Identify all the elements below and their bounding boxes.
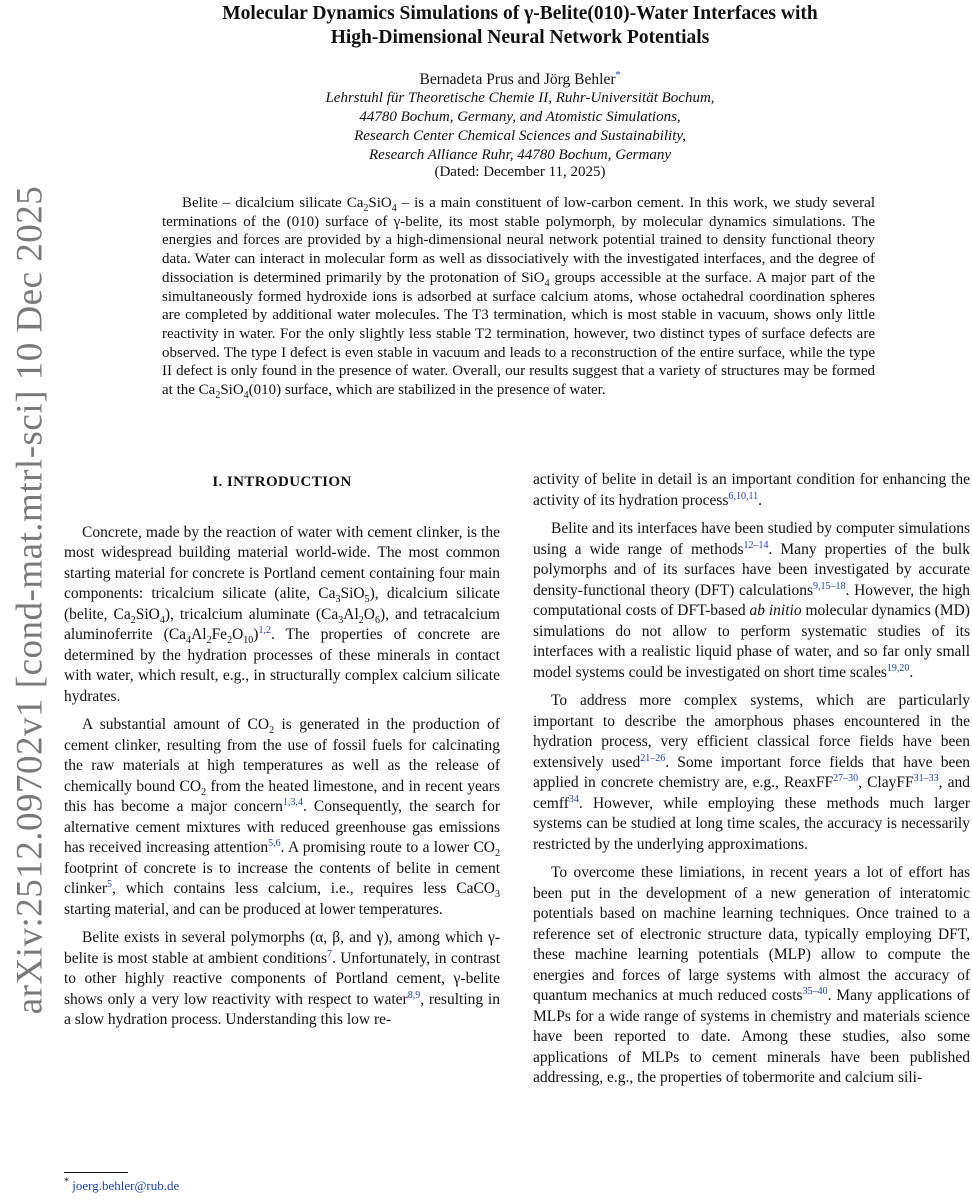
paragraph: A substantial amount of $CO_2$ is generated in the production of cement clinker, resulting from the use of fossil fuels for calcinating the raw materials at high temperatures as well as the release of chemically bound $CO_2$ from the heated limestone, and in recent years this has become a major concern$^{1,3,4}$. Consequently, the search for alternative cement mixtures with reduced greenhouse gas emissions has received increasing attention$^{5,6}$. A promising route to a lower $CO_2$ footprint of concrete is to increase the contents of belite in cement clinker$^5$, which contains less calcium, i.e., requires less CaCO$_3$ starting material, and can be produced at lower temperatures. [64,716,500,918]
citation-link[interactable]: 35–40 [802,985,828,997]
citation-link[interactable]: 1,2 [258,624,271,636]
arxiv-identifier: arXiv:2512.09702v1 [cond-mat.mtrl-sci] 10 Dec 2025 [9,185,51,1015]
email-link[interactable]: joerg.behler@rub.de [72,1178,180,1193]
affiliation [100,89,940,165]
paragraph: Concrete, made by the reaction of water with cement clinker, is the most widespread building material world-wide. The most common starting material for concrete is Portland cement containing four main components: tricalcium silicate (alite, $Ca_3SiO_5$), dicalcium silicate (belite, $Ca_2SiO_4$), tricalcium aluminate $(Ca_3Al_2O_6)$, and tetracalcium aluminoferrite $(Ca_4Al_2Fe_2O_{10})^{1,2}$. The properties of concrete are determined by the hydration processes of these minerals in contact with water, which result, e.g., in structurally complex calcium silicate hydrates. [64,523,500,705]
citation-link[interactable]: 12–14 [743,539,769,551]
citation-link[interactable]: 9,15–18 [813,580,846,592]
affiliation-line: 44780 Bochum, Germany, and Atomistic Simulations, [359,109,681,125]
authors-text: Bernadeta Prus and Jörg Behler [419,71,616,88]
citation-link[interactable]: 21–26 [640,752,666,764]
citation-link[interactable]: 6,10,11 [728,490,759,502]
footnote [64,1178,179,1194]
author-list [100,70,940,89]
citation-link[interactable]: 7 [327,948,333,960]
citation-link[interactable]: 27–30 [833,772,859,784]
date-line: (Dated: December 11, 2025) [434,164,606,180]
affiliation-line: Research Alliance Ruhr, 44780 Bochum, Germany [368,147,672,163]
right-column [533,470,970,1089]
arxiv-sidebar-stamp [2,0,58,1200]
paper-title [100,2,940,50]
paragraph: To overcome these limiations, in recent years a lot of effort has been put in the development of a new generation of interatomic potentials based on machine learning techniques. Once trained to a reference set of electronic structure data, typically employing DFT, these machine learning potentials (MLP) allow to compute the energies and forces of large systems with almost the accuracy of quantum mechanics at much reduced costs$^{35-40}$. Many applications of MLPs for a wide range of systems in chemistry and materials science have been reported to date. Among these studies, also some applications of MLPs to cement minerals have been published addressing, e.g., the properties of tobermorite and calcium sili- [533,864,970,1086]
title-line-1: Molecular Dynamics Simulations of γ-Belite(010)-Water Interfaces with [222,3,818,24]
citation-link[interactable]: 1,3,4 [282,796,303,808]
paragraph: To address more complex systems, which are particularly important to describe the amorphous phases encountered in the hydration process, very efficient classical force fields have been extensively used$^{21-26}$. Some important force fields that have been applied in concrete chemistry are, e.g., ReaxFF$^{27-30}$, ClayFF$^{31-33}$, and cemff$^{34}$. However, while employing these methods much larger systems can be studied at long time scales, the accuracy is necessarily restricted by the underlying approximations. [533,692,970,853]
citation-link[interactable]: 34 [568,793,579,805]
citation-link[interactable]: 8,9 [407,989,421,1001]
section-heading-introduction: I. INTRODUCTION [212,474,352,490]
corresponding-author-mark[interactable]: * [615,69,621,81]
citation-link[interactable]: 31–33 [913,772,939,784]
title-line-2: High-Dimensional Neural Network Potentials [330,27,710,48]
paragraph-continued: activity of belite in detail is an important condition for enhancing the activity of its hydration process$^{6,10,11}$. [533,471,970,509]
citation-link[interactable]: 5 [107,878,113,890]
footnote-mark: * [64,1176,69,1188]
citation-link[interactable]: 5,6 [268,837,281,849]
paragraph: Belite and its interfaces have been studied by computer simulations using a wide range of methods$^{12-14}$. Many properties of the bulk polymorphs and of its surfaces have been investigated by accurate density-functional theory (DFT) calculations$^{9,15-18}$. However, the high computational costs of DFT-based ab initio molecular dynamics (MD) simulations do not allow to perform systematic studies of its interfaces with a realistic liquid phase of water, and so far only small model systems could be investigated on short time scales$^{19,20}$. [533,520,970,681]
affiliation-line: Research Center Chemical Sciences and Sustainability, [354,128,686,144]
abstract: Belite – dicalcium silicate $Ca_2SiO_4$ – is a main constituent of low-carbon cement. In this work, we study several terminations of the (010) surface of γ-belite, its most stable polymorph, by molecular dynamics simulations. The energies and forces are provided by a high-dimensional neural network potential trained to density functional theory data. Water can interact in molecular form as well as dissociatively with the investigated interfaces, and the degree of dissociation is determined primarily by the protonation of SiO$_4$ groups accessible at the surface. A major part of the simultaneously formed hydroxide ions is adsorbed at surface calcium atoms, whose octahedral coordination spheres are completed by additional water molecules. The T3 termination, which is most stable in vacuum, shows only little reactivity in water. For the only slightly less stable T2 termination, however, two distinct types of surface defects are observed. The type I defect is even stable in vacuum and leads to a reconstruction of the entire surface, while the type II defect is only found in the presence of water. Overall, our results suggest that a variety of structures may be formed at the $Ca_2SiO_4(010)$ surface, which are stabilized in the presence of water. [162,195,875,402]
affiliation-line: Lehrstuhl für Theoretische Chemie II, Ruhr-Universität Bochum, [325,90,715,106]
footnote-rule [64,1172,128,1173]
left-column [64,470,500,1031]
citation-link[interactable]: 19,20 [886,662,910,674]
paragraph: Belite exists in several polymorphs (α, β, and γ), among which γ-belite is most stable at ambient conditions$^7$. Unfortunately, in contrast to other highly reactive components of Portland cement, γ-belite shows only a very low reactivity with respect to water$^{8,9}$, resulting in a slow hydration process. Understanding this low re- [64,929,500,1028]
